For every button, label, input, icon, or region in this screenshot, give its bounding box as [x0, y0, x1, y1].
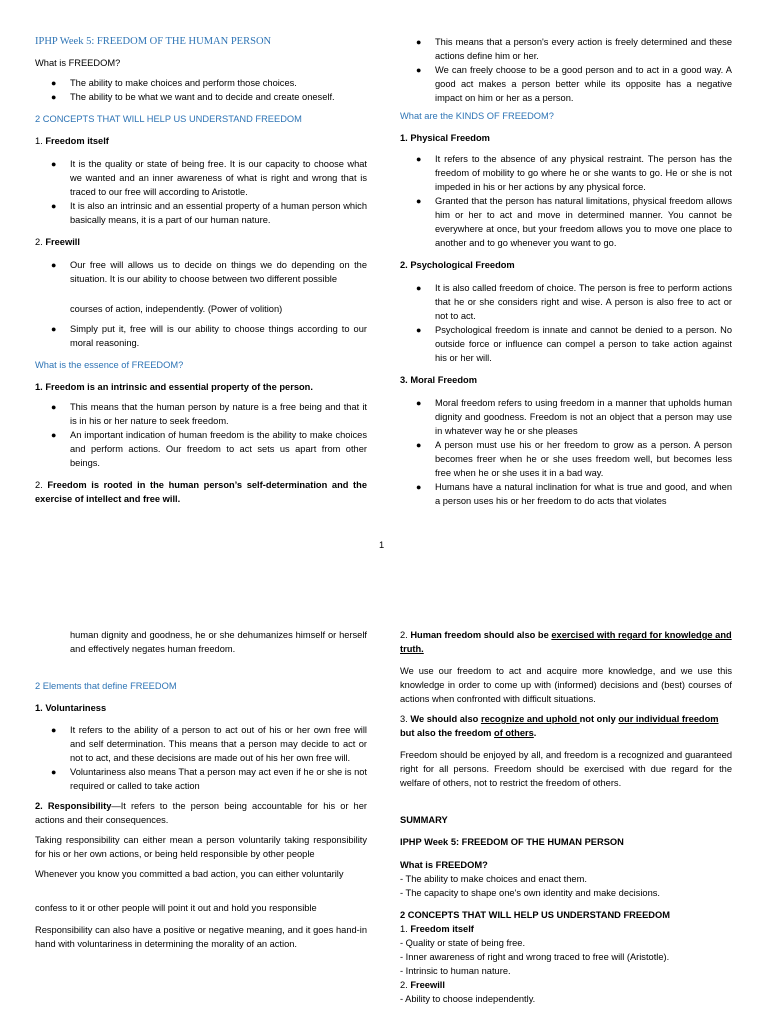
page-number: 1	[379, 540, 385, 550]
list-item: ● It is also an intrinsic and an essential property of a human person which basically means, it is a part of our human nature.	[51, 201, 367, 225]
elements-heading: 2 Elements that define FREEDOM	[35, 681, 177, 691]
moral-freedom-continuation: human dignity and goodness, he or she dehumanizes himself or herself and effectively negates human freedom.	[70, 630, 367, 654]
responsibility-paragraph: 2. Responsibility—It refers to the person being accountable for his or her actions and their consequences.	[35, 801, 367, 825]
list-item: ● We can freely choose to be a good person and to act in a good way. A good act makes a person better while its opposite has a negative impact on him or her as a person.	[416, 65, 732, 103]
essence-point2: 2. Freedom is rooted in the human person’s self-determination and the exercise of intellect and free will.	[35, 480, 367, 504]
concept1-heading: 1. Freedom itself	[35, 136, 109, 146]
list-item: ● Moral freedom refers to using freedom in a manner that upholds human dignity and goodness. Freedom is not an object that a person may use in whatever way he or she pleases	[416, 398, 732, 436]
physical-freedom-heading: 1. Physical Freedom	[400, 133, 490, 143]
kinds-heading: What are the KINDS OF FREEDOM?	[400, 111, 554, 121]
knowledge-truth-point: 2. Human freedom should also be exercised with regard for knowledge and truth.	[400, 630, 732, 654]
page1-right-column	[400, 35, 732, 508]
summary-line: - The ability to make choices and enact them.	[400, 874, 587, 884]
list-item: ● This means that the human person by nature is a free being and that it is in his or her nature to seek freedom.	[51, 402, 367, 426]
others-freedom-point: 3. We should also recognize and uphold not only our individual freedom but also the freedom of others.	[400, 714, 719, 738]
page2-right-column	[400, 628, 732, 1006]
list-item: ● This means that a person's every action is freely determined and these actions define him or her.	[416, 37, 732, 61]
list-item: ● Our free will allows us to decide on things we do depending on the situation. It is our ability to choose between two different possible	[51, 260, 367, 284]
list-item: ● Granted that the person has natural limitations, physical freedom allows him or her to act and move in determined manner. You cannot be everywhere at once, but your freedom allows you to move one place to another and to go whenever you want to go.	[416, 196, 732, 248]
paragraph: confess to it or other people will point it out and hold you responsible	[35, 903, 317, 913]
summary-line: - The capacity to shape one's own identity and make decisions.	[400, 888, 660, 898]
list-item: ● It refers to the absence of any physical restraint. The person has the freedom of mobility to go where he or she wants to go. He or she is not impeded in his or her actions by any physical force.	[416, 154, 732, 192]
voluntariness-heading: 1. Voluntariness	[35, 703, 107, 713]
psychological-freedom-list	[400, 281, 732, 365]
essence-point1: 1. Freedom is an intrinsic and essential property of the person.	[35, 382, 313, 392]
list-item: ● It is the quality or state of being free. It is our capacity to choose what we wanted and an inner awareness of what is right and wrong that is traced to our free will according to Aristotle.	[51, 159, 367, 197]
paragraph: Responsibility can also have a positive or negative meaning, and it goes hand-in hand with voluntariness in determining the morality of an action.	[35, 925, 367, 949]
concept2-list	[35, 258, 367, 286]
list-item: ● An important indication of human freedom is the ability to make choices and perform actions. Our freedom to act sets us apart from other beings.	[51, 430, 367, 468]
continued-list	[400, 35, 732, 105]
list-item: ● A person must use his or her freedom to grow as a person. A person becomes freer when he or she uses freedom well, but becomes less free when he or she uses it in a bad way.	[416, 440, 732, 478]
concept1-list	[35, 157, 367, 227]
list-item: ● The ability to make choices and perform those choices.	[51, 78, 297, 88]
essence1-list	[35, 400, 367, 470]
list-item: ● The ability to be what we want and to decide and create oneself.	[51, 92, 335, 102]
concepts-heading: 2 CONCEPTS THAT WILL HELP US UNDERSTAND FREEDOM	[35, 114, 302, 124]
moral-freedom-heading: 3. Moral Freedom	[400, 375, 477, 385]
paragraph: Whenever you know you committed a bad action, you can either voluntarily	[35, 869, 344, 879]
list-item: ● Humans have a natural inclination for what is true and good, and when a person uses his or her freedom to do acts that violates	[416, 482, 732, 506]
paragraph: We use our freedom to act and acquire more knowledge, and we use this knowledge in order to come up with (informed) decisions and (best) courses of actions when confronted with difficult situations.	[400, 666, 732, 704]
concept2-continuation: courses of action, independently. (Power of volition)	[70, 304, 283, 314]
voluntariness-list	[35, 723, 367, 793]
list-item: ● Psychological freedom is innate and cannot be denied to a person. No outside force or influence can compel a person to take action against his or her will.	[416, 325, 732, 363]
summary-concept2: 2. Freewill	[400, 980, 445, 990]
summary-title: IPHP Week 5: FREEDOM OF THE HUMAN PERSON	[400, 837, 624, 847]
summary-line: - Intrinsic to human nature.	[400, 966, 511, 976]
paragraph: Freedom should be enjoyed by all, and freedom is a recognized and guaranteed right for all persons. Freedom should be exercised with due regard for the welfare of others, not to restrict the freedom of others.	[400, 750, 732, 788]
page1-left-column	[35, 35, 367, 506]
summary-what-is: What is FREEDOM?	[400, 860, 488, 870]
what-is-freedom-heading: What is FREEDOM?	[35, 58, 121, 68]
summary-line: - Quality or state of being free.	[400, 938, 526, 948]
physical-freedom-list	[400, 152, 732, 250]
what-is-list	[35, 76, 367, 104]
concept2-list-2	[35, 322, 367, 350]
doc-title: IPHP Week 5: FREEDOM OF THE HUMAN PERSON	[35, 36, 272, 47]
summary-line: - Ability to choose independently.	[400, 994, 536, 1004]
summary-line: - Inner awareness of right and wrong traced to free will (Aristotle).	[400, 952, 670, 962]
list-item: ● It refers to the ability of a person to act out of his or her own free will and self determination. This means that a person may decide to act or not to act, and these decisions are made out of his her own free will.	[51, 725, 367, 763]
summary-concept1: 1. Freedom itself	[400, 924, 474, 934]
moral-freedom-list	[400, 396, 732, 508]
summary-heading: SUMMARY	[400, 815, 448, 825]
page2-left-column	[35, 628, 367, 951]
concept2-heading: 2. Freewill	[35, 237, 80, 247]
list-item: ● It is also called freedom of choice. The person is free to perform actions that he or she considers right and wise. A person is also free to act or not to act.	[416, 283, 732, 321]
summary-concepts: 2 CONCEPTS THAT WILL HELP US UNDERSTAND FREEDOM	[400, 910, 670, 920]
essence-heading: What is the essence of FREEDOM?	[35, 360, 184, 370]
paragraph: Taking responsibility can either mean a person voluntarily taking responsibility for his or her own actions, or being held responsible by other people	[35, 835, 367, 859]
psychological-freedom-heading: 2. Psychological Freedom	[400, 260, 515, 270]
list-item: ● Voluntariness also means That a person may act even if he or she is not required or called to take action	[51, 767, 367, 791]
list-item: ● Simply put it, free will is our ability to choose things according to our moral reasoning.	[51, 324, 367, 348]
